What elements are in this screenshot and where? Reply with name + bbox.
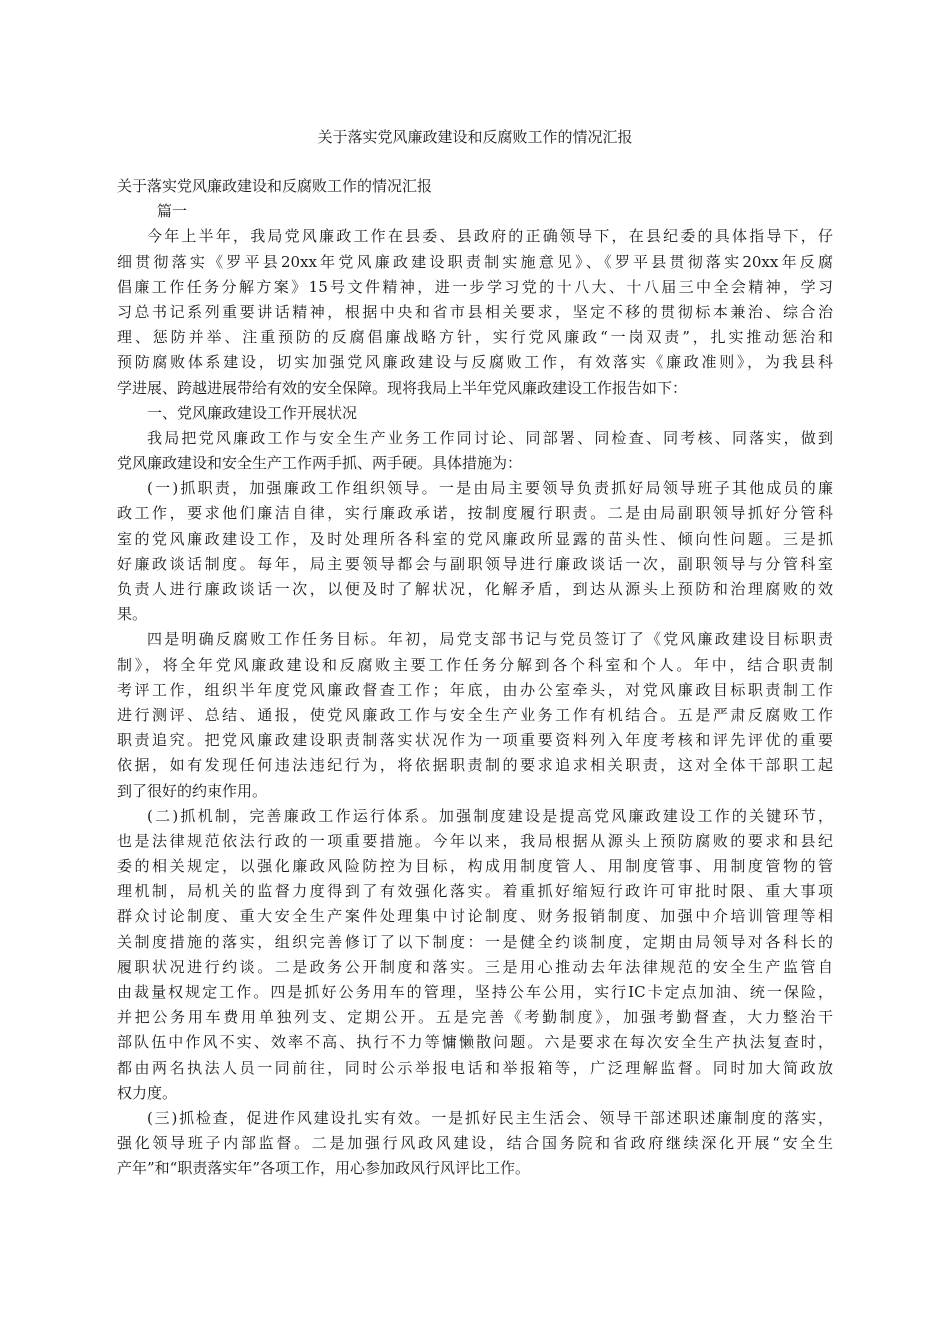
text-line: 也是法律规范依法行政的一项重要措施。今年以来，我局根据从源头上预防腐败的要求和县纪 xyxy=(117,831,833,850)
text-line: 制》，将全年党风廉政建设和反腐败主要工作任务分解到各个科室和个人。年中，结合职责制 xyxy=(117,655,833,674)
text-line: 习总书记系列重要讲话精神，根据中央和省市县相关要求，坚定不移的贯彻标本兼治、综合治 xyxy=(117,302,833,321)
text-line: (三)抓检查，促进作风建设扎实有效。一是抓好民主生活会、领导干部述职述廉制度的落实， xyxy=(147,1108,833,1127)
text-line: 倡廉工作任务分解方案》15号文件精神，进一步学习党的十八大、十八届三中全会精神，学习 xyxy=(117,277,833,296)
text-line: 政工作，要求他们廉洁自律，实行廉政承诺，按制度履行职责。二是由局副职领导抓好分管科 xyxy=(117,504,833,523)
text-line: (二)抓机制，完善廉政工作运行体系。加强制度建设是提高党风廉政建设工作的关键环节， xyxy=(147,806,833,825)
text-line: 篇一 xyxy=(157,202,188,221)
text-line: 权力度。 xyxy=(117,1083,178,1102)
text-line: 室的党风廉政建设工作，及时处理所各科室的党风廉政所显露的苗头性、倾向性问题。三是抓 xyxy=(117,529,833,548)
text-line: 党风廉政建设和安全生产工作两手抓、两手硬。具体措施为： xyxy=(117,454,523,473)
text-line: 果。 xyxy=(117,605,148,624)
text-line: 理、惩防并举、注重预防的反腐倡廉战略方针，实行党风廉政“一岗双责”，扎实推动惩治和 xyxy=(117,328,833,347)
text-line: 关于落实党风廉政建设和反腐败工作的情况汇报 xyxy=(117,177,433,195)
text-line: (一)抓职责，加强廉政工作组织领导。一是由局主要领导负责抓好局领导班子其他成员的廉 xyxy=(147,479,833,498)
text-line: 今年上半年，我局党风廉政工作在县委、县政府的正确领导下，在县纪委的具体指导下，仔 xyxy=(147,227,833,246)
text-line: 我局把党风廉政工作与安全生产业务工作同讨论、同部署、同检查、同考核、同落实，做到 xyxy=(147,428,833,447)
text-line: 并把公务用车费用单独列支、定期公开。五是完善《考勤制度》，加强考勤督查，大力整治干 xyxy=(117,1008,833,1027)
text-line: 细贯彻落实《罗平县20xx年党风廉政建设职责制实施意见》、《罗平县贯彻落实20xx年反腐 xyxy=(117,252,833,271)
text-line: 理机制，局机关的监督力度得到了有效强化落实。着重抓好缩短行政许可审批时限、重大事项 xyxy=(117,882,833,901)
text-line: 都由两名执法人员一同前往，同时公示举报电话和举报箱等，广泛理解监督。同时加大简政放 xyxy=(117,1058,833,1077)
text-line: 关制度措施的落实，组织完善修订了以下制度：一是健全约谈制度，定期由局领导对各科长的 xyxy=(117,932,833,951)
text-line: 学进展、跨越进展带给有效的安全保障。现将我局上半年党风廉政建设工作报告如下： xyxy=(117,378,688,397)
text-line: 强化领导班子内部监督。二是加强行风政风建设，结合国务院和省政府继续深化开展“安全生 xyxy=(117,1134,833,1153)
text-line: 四是明确反腐败工作任务目标。年初，局党支部书记与党员签订了《党风廉政建设目标职责 xyxy=(147,630,833,649)
document-body xyxy=(117,174,833,1182)
text-line: 产年”和“职责落实年”各项工作，用心参加政风行风评比工作。 xyxy=(117,1159,531,1178)
text-line: 群众讨论制度、重大安全生产案件处理集中讨论制度、财务报销制度、加强中介培训管理等相 xyxy=(117,907,833,926)
text-line: 依据，如有发现任何违法违纪行为，将依据职责制的要求追求相关职责，这对全体干部职工起 xyxy=(117,756,833,775)
text-line: 一、党风廉政建设工作开展状况 xyxy=(147,403,358,422)
text-line: 部队伍中作风不实、效率不高、执行不力等慵懒散问题。六是要求在每次安全生产执法复查时， xyxy=(117,1033,833,1052)
text-line: 委的相关规定，以强化廉政风险防控为目标，构成用制度管人、用制度管事、用制度管物的管 xyxy=(117,857,833,876)
document-title: 关于落实党风廉政建设和反腐败工作的情况汇报 xyxy=(317,128,633,146)
text-line: 负责人进行廉政谈话一次，以便及时了解状况，化解矛盾，到达从源头上预防和治理腐败的效 xyxy=(117,580,833,598)
text-line: 职责追究。把党风廉政建设职责制落实状况作为一项重要资料列入年度考核和评先评优的重要 xyxy=(117,731,833,750)
text-line: 到了很好的约束作用。 xyxy=(117,781,268,800)
text-line: 预防腐败体系建设，切实加强党风廉政建设与反腐败工作，有效落实《廉政准则》，为我县科 xyxy=(117,353,833,372)
text-line: 好廉政谈话制度。每年，局主要领导都会与副职领导进行廉政谈话一次，副职领导与分管科室 xyxy=(117,554,833,573)
text-line: 由裁量权规定工作。四是抓好公务用车的管理，坚持公车公用，实行IC卡定点加油、统一保险， xyxy=(117,983,833,1001)
text-line: 履职状况进行约谈。二是政务公开制度和落实。三是用心推动去年法律规范的安全生产监管自 xyxy=(117,957,833,976)
text-line: 进行测评、总结、通报，使党风廉政工作与安全生产业务工作有机结合。五是严肃反腐败工作 xyxy=(117,705,833,724)
text-line: 考评工作，组织半年度党风廉政督查工作；年底，由办公室牵头，对党风廉政目标职责制工作 xyxy=(117,680,833,699)
